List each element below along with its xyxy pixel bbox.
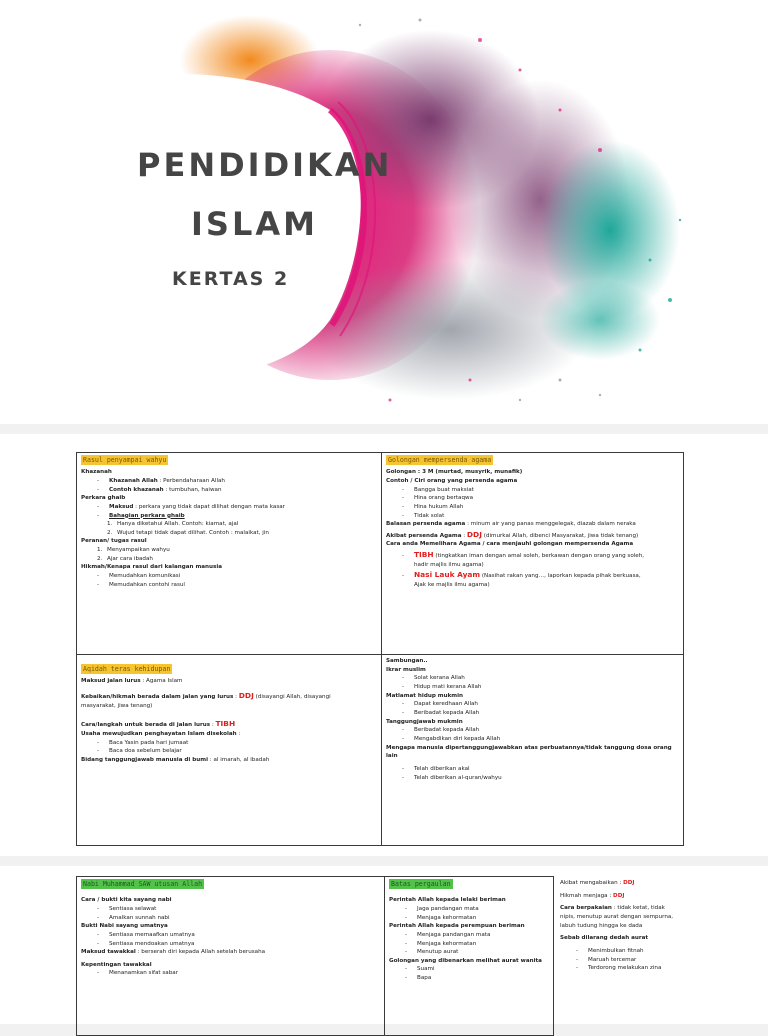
section-golongan: Golongan mempersenda agama Golongan : 3 M (murtad, musyrik, munafik) Contoh / Ciri orang yang persenda agama - Bangga buat maksiat - Hina orang bertaqwa - Hina hukum Allah - Tidak solat Balasan persenda agama : minum air yang panas menggelegak, diazab dalam neraka Akibat persenda Agama : DDJ (dimurkai Allah, dibenci Masyarakat, jiwa tidak tenang) Cara anda Memelihara Agama / cara menjauhi golongan mempersenda Agama - TIBH (tingkatkan iman dengan amal soleh, berkawan dengan orang yang soleh, hadir majlis ilmu agama) - Nasi Lauk Ayam (Nasihat rakan yang…, laporkan kepada pihak berkuasa, Ajak ke majlis ilmu agama) xyxy=(386,456,645,589)
section-header: Aqidah teras kehidupan xyxy=(83,665,171,673)
cover-title-line2: ISLAM xyxy=(191,205,318,243)
section-header: Rasul penyampai wahyu xyxy=(83,456,167,464)
section-header: Nabi Muhammad SAW utusan Allah xyxy=(83,880,203,888)
cover-title-line1: PENDIDIKAN xyxy=(137,146,393,184)
section-sambungan: Sambungan.. Ikrar muslim - Solat kerana Allah - Hidup mati kerana Allah Matlamat hidup mukmin - Dapat keredhaan Allah - Beribadat kepada Allah Tanggungjawab mukmin - Beribadat kepada Allah - Mengabdikan diri kepada Allah Mengapa manusia dipertanggungjawabkan atas perbuatannya/tidak tanggung dosa orang lain - Telah diberikan akal - Telah diberikan al-quran/wahyu xyxy=(386,658,672,781)
section-header: Golongan mempersenda agama xyxy=(388,456,492,464)
cover-page xyxy=(0,0,768,424)
section-header: Batas pergaulan xyxy=(391,880,451,888)
section-akibat: Akibat mengabaikan : DDJ Hikmah menjaga : DDJ Cara berpakaian : tidak ketat, tidak nipis, menutup aurat dengan sempurna, labuh tudung hingga ke dada Sebab dilarang dedah aurat - Menimbulkan fitnah - Maruah tercemar - Terdorong melakukan zina xyxy=(560,880,674,972)
section-batas: Batas pergaulan Perintah Allah kepada lelaki beriman - Jaga pandangan mata - Menjaga kehormatan Perintah Allah kepada perempuan beriman - Menjaga pandangan mata - Menjaga kehormatan - Menutup aurat Golongan yang dibenarkan melihat aurat wanita - Suami - Bapa xyxy=(389,880,542,982)
section-rasul: Rasul penyampai wahyu Khazanah - Khazanah Allah : Perbendaharaan Allah - Contoh khazanah : tumbuhan, haiwan Perkara ghaib - Maksud : perkara yang tidak dapat dilihat dengan mata kasar - Bahagian perkara ghaib 1. Hanya diketahui Allah. Contoh: kiamat, ajal 2. Wujud tetapi tidak dapat dilihat. Contoh : malaikat, jin Peranan/ tugas rasul 1. Menyampaikan wahyu 2. Ajar cara ibadah Hikmah/Kenapa rasul dari kalangan manusia - Memudahkan komunikasi - Memudahkan contohi rasul xyxy=(81,456,285,588)
paint-splash-graphic xyxy=(0,0,768,424)
cover-subtitle: KERTAS 2 xyxy=(172,268,290,290)
notes-page-3 xyxy=(0,866,768,1024)
section-aqidah: Aqidah teras kehidupan Maksud jalan lurus : Agama Islam Kebaikan/hikmah berada dalam jalan yang lurus : DDJ (disayangi Allah, disayangi masyarakat, jiwa tenang) Cara/langkah untuk berada di jalan lurus : TIBH Usaha mewujudkan penghayatan Islam disekolah : - Baca Yasin pada hari jumaat - Baca doa sebelum belajar Bidang tanggungjawab manusia di bumi : al imarah, al ibadah xyxy=(81,665,331,763)
section-nabi: Nabi Muhammad SAW utusan Allah Cara / bukti kita sayang nabi - Sentiasa selawat - Amalkan sunnah nabi Bukti Nabi sayang umatnya - Sentiasa memaafkan umatnya - Sentiasa mendoakan umatnya Maksud tawakkal : berserah diri kepada Allah setelah berusaha Kepentingan tawakkal - Menanamkan sifat sabar xyxy=(81,880,266,977)
notes-page-2 xyxy=(0,434,768,856)
